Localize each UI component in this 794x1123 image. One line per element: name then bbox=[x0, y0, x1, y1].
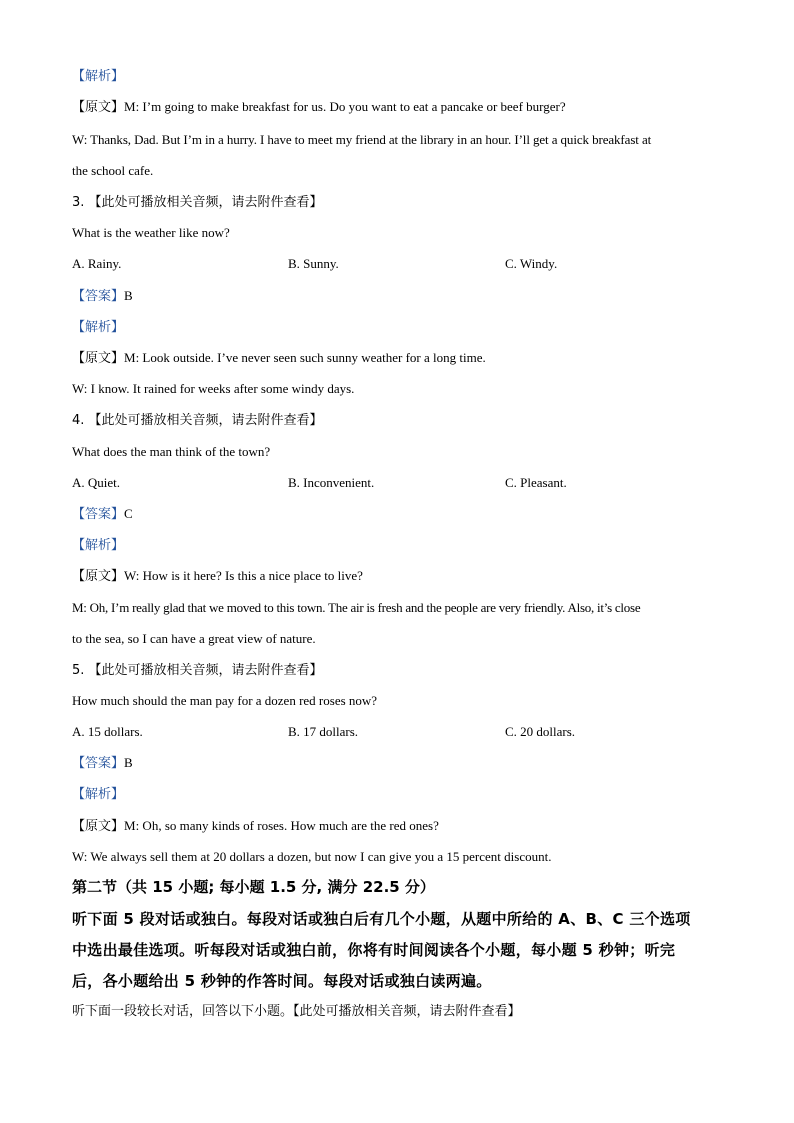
transcript-line: W: I know. It rained for weeks after some windy days. bbox=[72, 381, 355, 396]
answer-line: 【答案】B bbox=[72, 288, 133, 304]
option-b: B. 17 dollars. bbox=[288, 724, 359, 739]
transcript-line: to the sea, so I can have a great view of nature. bbox=[72, 631, 316, 646]
transcript-line: W: We always sell them at 20 dollars a dozen, but now I can give you a 15 percent discount. bbox=[72, 849, 552, 864]
question-3-header bbox=[72, 194, 323, 211]
transcript-line: W: Thanks, Dad. But I’m in a hurry. I have to meet my friend at the library in an hour. I’ll get a quick breakfast at bbox=[72, 132, 652, 147]
long-dialogue-prompt: 听下面一段较长对话，回答以下小题。【此处可播放相关音频，请去附件查看】 bbox=[72, 1004, 521, 1019]
option-b: B. Sunny. bbox=[288, 256, 339, 271]
option-a: A. Quiet. bbox=[72, 475, 121, 490]
analysis-label: 【解析】 bbox=[72, 69, 125, 84]
analysis-label: 【解析】 bbox=[72, 787, 125, 802]
analysis-label: 【解析】 bbox=[72, 320, 125, 335]
question-5-text: How much should the man pay for a dozen red roses now? bbox=[72, 693, 378, 708]
section-heading: 第二节（共 15 小题; 每小题 1.5 分, 满分 22.5 分） bbox=[72, 878, 435, 896]
question-4-text: What does the man think of the town? bbox=[72, 444, 271, 459]
instructions-line: 后，各小题给出 5 秒钟的作答时间。每段对话或独白读两遍。 bbox=[72, 972, 492, 990]
question-4-header bbox=[72, 412, 323, 429]
transcript-line: 【原文】M: Oh, so many kinds of roses. How much are the red ones? bbox=[72, 818, 439, 834]
option-a: A. 15 dollars. bbox=[72, 724, 143, 739]
option-c: C. 20 dollars. bbox=[505, 724, 576, 739]
analysis-label: 【解析】 bbox=[72, 538, 125, 553]
instructions-line: 听下面 5 段对话或独白。每段对话或独白后有几个小题，从题中所给的 A、B、C 三个选项 bbox=[72, 910, 691, 928]
instructions-line: 中选出最佳选项。听每段对话或独白前，你将有时间阅读各个小题，每小题 5 秒钟；听完 bbox=[72, 941, 676, 959]
question-3-text: What is the weather like now? bbox=[72, 225, 230, 240]
transcript-line: 【原文】M: Look outside. I’ve never seen such sunny weather for a long time. bbox=[72, 350, 486, 366]
transcript-line: the school cafe. bbox=[72, 163, 154, 178]
option-c: C. Windy. bbox=[505, 256, 558, 271]
audio-link[interactable]: 3. 【此处可播放相关音频，请去附件查看】 bbox=[72, 195, 323, 210]
option-a: A. Rainy. bbox=[72, 256, 122, 271]
option-c: C. Pleasant. bbox=[505, 475, 567, 490]
audio-link[interactable]: 5. 【此处可播放相关音频，请去附件查看】 bbox=[72, 663, 323, 678]
transcript-line: 【原文】M: I’m going to make breakfast for us. Do you want to eat a pancake or beef burger? bbox=[72, 99, 566, 115]
answer-line: 【答案】B bbox=[72, 755, 133, 771]
option-b: B. Inconvenient. bbox=[288, 475, 375, 490]
answer-line: 【答案】C bbox=[72, 506, 133, 522]
audio-link[interactable]: 4. 【此处可播放相关音频，请去附件查看】 bbox=[72, 413, 323, 428]
transcript-line: M: Oh, I’m really glad that we moved to this town. The air is fresh and the people are very friendly. Also, it’s close bbox=[72, 600, 641, 615]
question-5-header bbox=[72, 662, 323, 679]
transcript-line: 【原文】W: How is it here? Is this a nice place to live? bbox=[72, 568, 363, 584]
